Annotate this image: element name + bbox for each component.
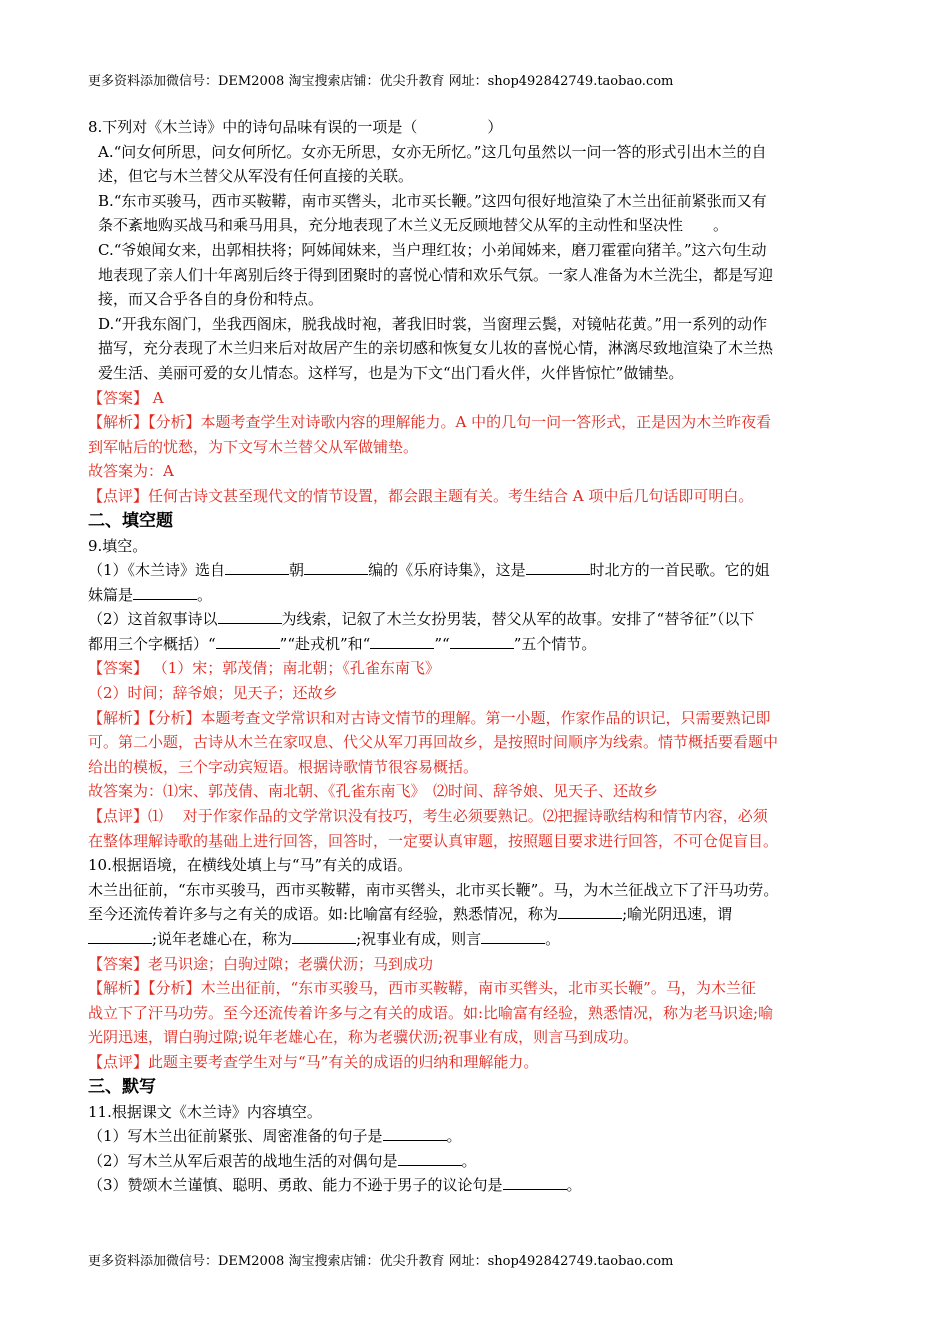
q10-comment: 【点评】此题主要考查学生对与“马”有关的成语的归纳和理解能力。 (88, 1052, 539, 1071)
q10-analysis-cont2: 光阴迅速，谓白驹过隙;说年老雄心在，称为老骥伏沥;祝事业有成，则言马到成功。 (88, 1028, 639, 1047)
answer-blank[interactable] (88, 929, 152, 944)
q9-line-1: （1）《木兰诗》选自 朝 编的《乐府诗集》，这是 时北方的一首民歌。它的姐 (88, 561, 770, 580)
q11-title: 11.根据课文《木兰诗》内容填空。 (88, 1102, 322, 1121)
q8-option-d-cont: 描写，充分表现了木兰归来后对故居产生的亲切感和恢复女儿妆的喜悦心情，淋漓尽致地渲染了木兰热 (98, 339, 774, 358)
q9-comment: 【点评】⑴ 对于作家作品的文学常识没有技巧，考生必须要熟记。⑵把握诗歌结构和情节内容，必须 (88, 807, 768, 826)
q9-title: 9.填空。 (88, 536, 148, 555)
q10-analysis: 【解析】【分析】木兰出征前，“东市买骏马，西市买鞍鞯，南市买辔头，北市买长鞭”。马，为木兰征 (88, 979, 756, 998)
answer-blank[interactable] (304, 560, 368, 575)
q10-passage-cont: 至今还流传着许多与之有关的成语。如:比喻富有经验，熟悉情况，称为 ;喻光阴迅速，谓 (88, 905, 733, 924)
q11-line-2: （2）写木兰从军后艰苦的战地生活的对偶句是 。 (88, 1151, 477, 1170)
answer-blank[interactable] (526, 560, 590, 575)
section-heading-fill-in: 二、填空题 (88, 510, 173, 531)
answer-blank[interactable] (383, 1126, 447, 1141)
q10-title: 10.根据语境，在横线处填上与“马”有关的成语。 (88, 856, 413, 875)
section-heading-dictation: 三、默写 (88, 1076, 156, 1097)
q9-final-answer: 故答案为：⑴宋、郭茂倩、南北朝、《孔雀东南飞》 ⑵时间、辞爷娘、见天子、还故乡 (88, 782, 659, 801)
q8-option-c-cont: 地表现了亲人们十年离别后终于得到团聚时的喜悦心情和欢乐气氛。一家人准备为木兰洗尘，都是写迎 (98, 265, 774, 284)
answer-blank[interactable] (481, 929, 545, 944)
answer-blank[interactable] (558, 904, 622, 919)
answer-blank[interactable] (503, 1175, 567, 1190)
q10-analysis-cont: 战立下了汗马功劳。至今还流传着许多与之有关的成语。如:比喻富有经验，熟悉情况，称为老马识途;喻 (88, 1003, 774, 1022)
q8-option-c: C.“爷娘闻女来，出郭相扶将；阿姊闻妹来，当户理红妆；小弟闻姊来，磨刀霍霍向猪羊。”这六句生动 (98, 240, 767, 259)
q10-answer: 【答案】老马识途；白驹过隙；老骥伏沥；马到成功 (88, 954, 434, 973)
q10-passage: 木兰出征前，“东市买骏马，西市买鞍鞯，南市买辔头，北市买长鞭”。马，为木兰征战立下了汗马功劳。 (88, 880, 779, 899)
q8-answer: 【答案】 A (88, 388, 164, 407)
q8-option-d: D.“开我东阁门，坐我西阁床，脱我战时袍，著我旧时裳，当窗理云鬓，对镜帖花黄。”用一系列的动作 (98, 314, 768, 333)
q8-option-d-cont2: 爱生活、美丽可爱的女儿情态。这样写，也是为下文“出门看火伴，火伴皆惊忙”做铺垫。 (98, 363, 684, 382)
answer-blank[interactable] (216, 634, 280, 649)
q8-option-a: A.“问女何所思，问女何所忆。女亦无所思，女亦无所忆。”这几句虽然以一问一答的形式引出木兰的自 (98, 142, 767, 161)
page-footer: 更多资料添加微信号：DEM2008 淘宝搜索店铺：优尖升教育 网址：shop492842749.taobao.com (88, 1254, 674, 1269)
q9-analysis-cont2: 给出的模板，三个字动宾短语。根据诗歌情节很容易概括。 (88, 757, 479, 776)
q11-line-3: （3）赞颂木兰谨慎、聪明、勇敢、能力不逊于男子的议论句是 。 (88, 1176, 582, 1195)
answer-blank[interactable] (292, 929, 356, 944)
q10-passage-cont2: ;说年老雄心在，称为 ;祝事业有成，则言 。 (88, 927, 868, 952)
q8-analysis: 【解析】【分析】本题考查学生对诗歌内容的理解能力。A 中的几句一问一答形式，正是因为木兰昨夜看 (88, 413, 772, 432)
q9-answer-cont: （2）时间；辞爷娘；见天子；还故乡 (88, 684, 338, 703)
q8-stem: 8.下列对《木兰诗》中的诗句品味有误的一项是（ ） (88, 118, 503, 136)
answer-blank[interactable] (450, 634, 514, 649)
q9-line-4: 都用三个字概括）“ ”“赴戎机”和“ ”“ ”五个情节。 (88, 634, 597, 653)
answer-blank[interactable] (398, 1151, 462, 1166)
q8-comment: 【点评】任何古诗文甚至现代文的情节设置，都会跟主题有关。考生结合 A 项中后几句话即可明白。 (88, 486, 754, 505)
q9-answer: 【答案】 （1）宋；郭茂倩；南北朝；《孔雀东南飞》 (88, 659, 440, 678)
q9-analysis-cont: 可。第二小题，古诗从木兰在家叹息、代父从军刀再回故乡，是按照时间顺序为线索。情节概括要看题中 (88, 733, 779, 752)
q8-option-c-cont2: 接，而又合乎各自的身份和特点。 (98, 290, 324, 309)
q11-line-1: （1）写木兰出征前紧张、周密准备的句子是 。 (88, 1127, 462, 1146)
page-header: 更多资料添加微信号：DEM2008 淘宝搜索店铺：优尖升教育 网址：shop492842749.taobao.com (88, 74, 674, 89)
q8-option-b: B.“东市买骏马，西市买鞍鞯，南市买辔头，北市买长鞭。”这四句很好地渲染了木兰出征前紧张而又有 (98, 191, 767, 210)
q9-line-3: （2）这首叙事诗以 为线索，记叙了木兰女扮男装，替父从军的故事。安排了“替爷征”（以下 (88, 610, 755, 629)
answer-blank[interactable] (133, 585, 197, 600)
q9-comment-cont: 在整体理解诗歌的基础上进行回答，回答时，一定要认真审题，按照题目要求进行回答，不可仓促盲目。 (88, 831, 779, 850)
q8-option-a-cont: 述，但它与木兰替父从军没有任何直接的关联。 (98, 167, 414, 186)
q8-final-answer: 故答案为：A (88, 462, 174, 481)
document-body (88, 115, 868, 1198)
q9-line-2: 妹篇是 。 (88, 585, 213, 604)
q8-analysis-cont: 到军帖后的忧愁，为下文写木兰替父从军做铺垫。 (88, 437, 419, 456)
answer-blank[interactable] (370, 634, 434, 649)
answer-blank[interactable] (218, 609, 282, 624)
q8-option-b-cont: 条不紊地购买战马和乘马用具，充分地表现了木兰义无反顾地替父从军的主动性和坚决性 。 (98, 216, 729, 235)
answer-blank[interactable] (225, 560, 289, 575)
q9-analysis: 【解析】【分析】本题考查文学常识和对古诗文情节的理解。第一小题，作家作品的识记，只需要熟记即 (88, 708, 771, 727)
